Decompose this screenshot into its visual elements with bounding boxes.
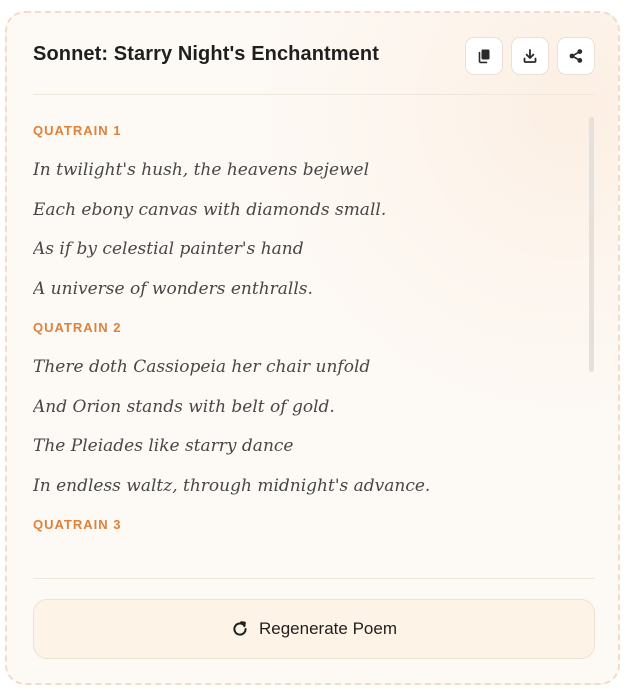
share-button[interactable] <box>557 37 595 75</box>
regenerate-poem-button[interactable] <box>33 599 595 659</box>
poem-scroll-area[interactable] <box>33 109 581 553</box>
stanza-quatrain-3 <box>33 516 581 534</box>
poem-line: As if by celestial painter's hand <box>33 239 304 259</box>
toolbar <box>465 37 595 75</box>
poem-line: And Orion stands with belt of gold. <box>33 396 335 417</box>
stanza-heading: QUATRAIN 3 <box>33 517 122 532</box>
poem-line: In twilight's hush, the heavens bejewel <box>33 160 370 180</box>
scrollbar[interactable] <box>589 117 594 557</box>
poem-line: In endless waltz, through midnight's advance. <box>33 475 431 496</box>
poem-title: Sonnet: Starry Night's Enchantment <box>33 43 379 65</box>
poem-line: A universe of wonders enthralls. <box>33 278 313 299</box>
stanza-quatrain-1 <box>33 122 581 309</box>
stanza-heading: QUATRAIN 2 <box>33 320 122 335</box>
header-divider <box>33 94 595 95</box>
scroll-fade <box>33 539 581 553</box>
regenerate-label: Regenerate Poem <box>259 619 397 638</box>
stanza-heading: QUATRAIN 1 <box>33 123 122 138</box>
poem-card <box>5 11 620 685</box>
share-icon <box>568 48 584 64</box>
refresh-icon <box>231 620 249 638</box>
stanza-quatrain-2 <box>33 319 581 506</box>
poem-line: There doth Cassiopeia her chair unfold <box>33 357 371 377</box>
copy-icon <box>476 48 492 64</box>
download-icon <box>522 48 538 64</box>
poem-header <box>33 37 595 81</box>
footer-divider <box>33 578 595 579</box>
poem-line: The Pleiades like starry dance <box>33 436 294 456</box>
scrollbar-thumb[interactable] <box>589 117 594 372</box>
download-button[interactable] <box>511 37 549 75</box>
copy-button[interactable] <box>465 37 503 75</box>
poem-line: Each ebony canvas with diamonds small. <box>33 199 387 220</box>
